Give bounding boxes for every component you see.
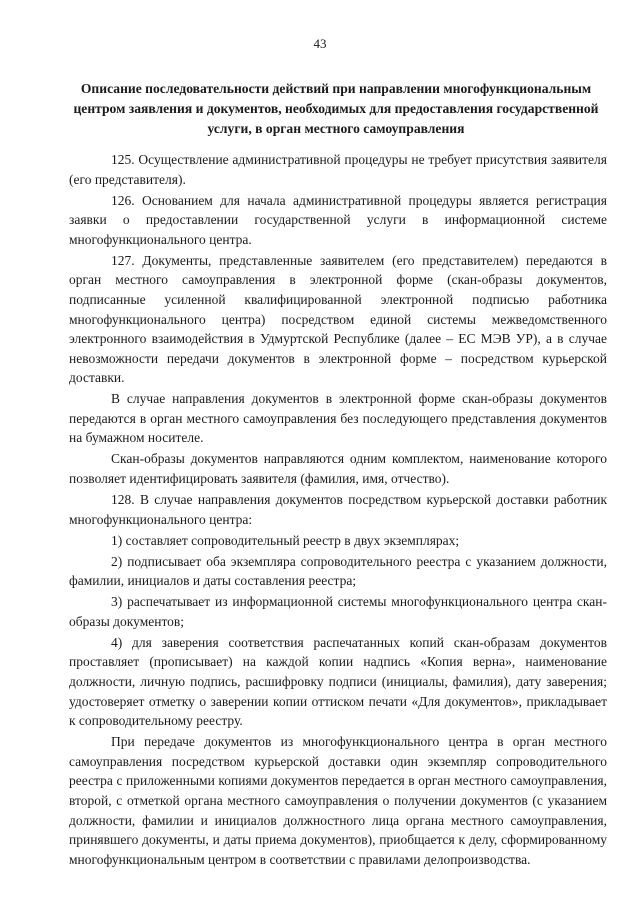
paragraph-125: 125. Осуществление административной процедуры не требует присутствия заявителя (его представителя).: [69, 152, 607, 187]
paragraph-scan-set: Скан-образы документов направляются одним комплектом, наименование которого позволяет идентифицировать заявителя (фамилия, имя, отчество).: [69, 451, 607, 487]
paragraph-electronic-form: В случае направления документов в электронной форме скан-образы документов передаются в орган местного самоуправления без последующего представления документов на бумажном носителе.: [69, 391, 607, 446]
paragraph-127: 127. Документы, представленные заявителем (его представителем) передаются в орган местного самоуправления в электронной форме (скан-образы документов, подписанные усиленной квалифицированной электронной подписью работника многофункционального центра) посредством единой системы межведомственного электронного взаимодействия в Удмуртской Республике (далее – ЕС МЭВ УР), а в случае невозможности передачи документов в электронной форме – посредством курьерской доставки.: [69, 252, 607, 386]
paragraph-128: 128. В случае направления документов посредством курьерской доставки работник многофункционального центра:: [69, 492, 607, 527]
list-item-1: 1) составляет сопроводительный реестр в двух экземплярах;: [111, 532, 460, 548]
paragraph-courier-transfer: При передаче документов из многофункционального центра в орган местного самоуправления посредством курьерской доставки один экземпляр сопроводительного реестра с приложенными копиями документов передается в орган местного самоуправления, второй, с отметкой органа местного самоуправления о получении документов (с указанием должности, фамилии и инициалов должностного лица органа местного самоуправления, принявшего документы, и даты приема документов), приобщается к делу, сформированному многофункциональным центром в соответствии с правилами делопроизводства.: [69, 734, 607, 867]
list-item-4: 4) для заверения соответствия распечатанных копий скан-образам документов проставляет (прописывает) на каждой копии надпись «Копия верна», наименование должности, личную подпись, расшифровку подписи (инициалы, фамилия), дату заверения; удостоверяет отметку о заверении копии оттиском печати «Для документов», прикладывает к сопроводительному реестру.: [69, 634, 607, 729]
paragraph-126: 126. Основанием для начала административной процедуры является регистрация заявки о предоставлении государственной услуги в информационной системе многофункционального центра.: [69, 192, 607, 247]
list-item-3: 3) распечатывает из информационной системы многофункционального центра скан-образы документов;: [69, 594, 607, 629]
section-title: Описание последовательности действий при направлении многофункциональным центром заявления и документов, необходимых для предоставления государственной услуги, в орган местного самоуправления: [73, 81, 599, 136]
body-text: [69, 150, 607, 871]
list-item-2: 2) подписывает оба экземпляра сопроводительного реестра с указанием должности, фамилии, инициалов и даты составления реестра;: [69, 553, 607, 589]
page-number: 43: [313, 36, 327, 51]
